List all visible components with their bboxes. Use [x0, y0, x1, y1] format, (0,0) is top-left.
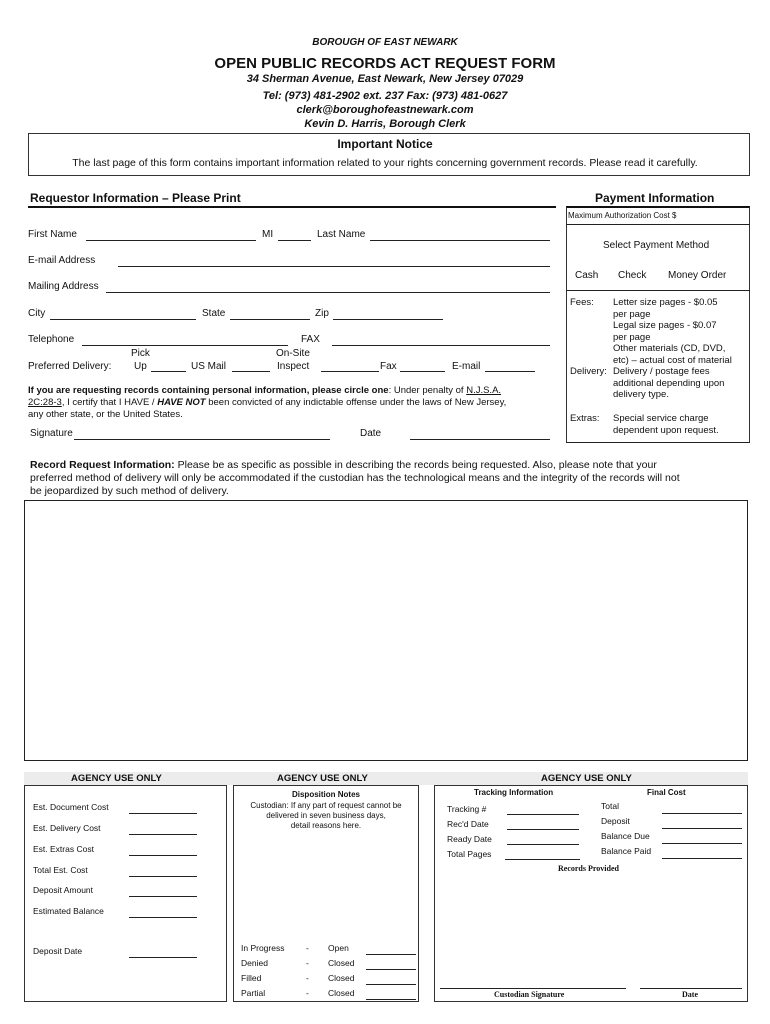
- max-auth-divider: [566, 224, 750, 225]
- status-value: Open: [328, 943, 349, 953]
- final-cost-heading: Final Cost: [647, 788, 686, 797]
- city-label: City: [28, 308, 46, 319]
- borough-email: clerk@boroughofeastnewark.com: [296, 104, 474, 116]
- pickup-label: Up: [134, 361, 147, 372]
- status-field[interactable]: [366, 984, 416, 985]
- records-provided-label: Records Provided: [558, 864, 619, 873]
- extras-line-1: Special service charge: [613, 413, 709, 424]
- payment-bottom-border: [566, 442, 750, 443]
- cash-option[interactable]: Cash: [575, 270, 599, 281]
- telephone-field[interactable]: [82, 345, 288, 346]
- agency-cost-label: Est. Delivery Cost: [33, 823, 101, 833]
- record-request-textarea[interactable]: [24, 500, 748, 761]
- check-option[interactable]: Check: [618, 270, 647, 281]
- custodian-date-field[interactable]: [640, 988, 742, 989]
- state-label: State: [202, 308, 226, 319]
- last-name-field[interactable]: [370, 240, 550, 241]
- state-field[interactable]: [230, 319, 310, 320]
- custodian-signature-field[interactable]: [440, 988, 626, 989]
- delivery-line-3: delivery type.: [613, 389, 669, 400]
- agency-cost-label: Est. Extras Cost: [33, 844, 94, 854]
- zip-field[interactable]: [333, 319, 443, 320]
- final-cost-label: Deposit: [601, 816, 630, 826]
- fees-line-3: Legal size pages - $0.07: [613, 320, 717, 331]
- status-value: Closed: [328, 973, 355, 983]
- total-pages-divider: [505, 859, 580, 860]
- agency-cost-field[interactable]: [129, 855, 197, 856]
- first-name-label: First Name: [28, 229, 77, 240]
- status-dash: -: [306, 973, 309, 983]
- agency-cost-field[interactable]: [129, 876, 197, 877]
- inspect-label: Inspect: [277, 361, 310, 372]
- email-option-label: E-mail: [452, 361, 481, 372]
- mi-field[interactable]: [278, 240, 311, 241]
- onsite-label: On-Site: [276, 348, 310, 359]
- tracking-label: Total Pages: [447, 849, 492, 859]
- final-cost-label: Balance Paid: [601, 846, 652, 856]
- personal-info-text-2: , I certify that I HAVE /: [61, 397, 158, 408]
- last-name-label: Last Name: [317, 229, 366, 240]
- payment-method-label: Select Payment Method: [603, 240, 710, 251]
- email-field[interactable]: [118, 266, 550, 267]
- borough-phone: Tel: (973) 481-2902 ext. 237 Fax: (973) 481-0627: [262, 90, 508, 102]
- payment-heading-rule: [566, 206, 750, 208]
- fax-option-field[interactable]: [400, 371, 445, 372]
- disposition-heading: Disposition Notes: [291, 790, 360, 799]
- tracking-field[interactable]: [507, 829, 579, 830]
- mailing-label: Mailing Address: [28, 281, 99, 292]
- disposition-line-3: detail reasons here.: [290, 821, 362, 830]
- status-dash: -: [306, 943, 309, 953]
- status-label: Partial: [241, 988, 266, 998]
- email-option-field[interactable]: [485, 371, 535, 372]
- fax-label: FAX: [301, 334, 320, 345]
- status-field[interactable]: [366, 954, 416, 955]
- signature-label: Signature: [30, 428, 73, 439]
- final-cost-field[interactable]: [662, 858, 742, 859]
- tracking-field[interactable]: [507, 844, 579, 845]
- date-field[interactable]: [410, 439, 550, 440]
- payment-method-divider: [566, 290, 750, 291]
- requestor-heading: Requestor Information – Please Print: [30, 191, 241, 205]
- final-cost-field[interactable]: [662, 843, 742, 844]
- fax-option-label: Fax: [380, 361, 397, 372]
- personal-info-text-3: been convicted of any indictable offense under the laws of New Jersey,: [205, 397, 507, 408]
- agency-cost-label: Deposit Amount: [33, 885, 94, 895]
- tracking-field[interactable]: [507, 814, 579, 815]
- fees-line-5: Other materials (CD, DVD,: [613, 343, 726, 354]
- record-request-heading: Record Request Information:: [30, 459, 175, 471]
- agency-cost-label: Total Est. Cost: [33, 865, 88, 875]
- status-label: Denied: [241, 958, 268, 968]
- payment-right-border: [749, 207, 750, 443]
- extras-text: [613, 413, 719, 437]
- agency-cost-label: Deposit Date: [33, 946, 83, 956]
- status-label: Filled: [241, 973, 262, 983]
- money-order-option[interactable]: Money Order: [668, 270, 727, 281]
- tracking-heading: Tracking Information: [474, 788, 554, 797]
- final-cost-field[interactable]: [662, 813, 742, 814]
- record-request-line-2: preferred method of delivery will only be accommodated if the custodian has the technological means and the integrity of the records will not: [30, 472, 680, 484]
- borough-clerk: Kevin D. Harris, Borough Clerk: [304, 118, 466, 130]
- status-dash: -: [306, 988, 309, 998]
- borough-address: 34 Sherman Avenue, East Newark, New Jersey 07029: [246, 73, 524, 85]
- personal-info-text-1: : Under penalty of: [388, 385, 467, 396]
- requestor-heading-rule: [28, 206, 556, 208]
- inspect-field[interactable]: [321, 371, 379, 372]
- form-title: OPEN PUBLIC RECORDS ACT REQUEST FORM: [214, 55, 556, 72]
- status-label: In Progress: [241, 943, 285, 953]
- borough-name: BOROUGH OF EAST NEWARK: [312, 37, 458, 48]
- agency-heading-1: AGENCY USE ONLY: [71, 773, 162, 784]
- agency-cost-label: Estimated Balance: [33, 906, 104, 916]
- signature-field[interactable]: [74, 439, 330, 440]
- fax-field[interactable]: [332, 345, 550, 346]
- tracking-box: [434, 785, 748, 1002]
- date-label: Date: [360, 428, 382, 439]
- agency-cost-field[interactable]: [129, 917, 197, 918]
- record-request-line-1: Please be as specific as possible in describing the records being requested. Also, please note that your: [174, 459, 657, 471]
- custodian-date-label: Date: [682, 990, 698, 999]
- us-mail-label: US Mail: [191, 361, 227, 372]
- pick-label: Pick: [131, 348, 150, 359]
- delivery-line-1: Delivery / postage fees: [613, 366, 710, 377]
- payment-heading: Payment Information: [595, 191, 715, 205]
- personal-info-certification: [28, 385, 548, 421]
- mailing-field[interactable]: [106, 292, 550, 293]
- njsa-text: N.J.S.A.: [466, 385, 502, 396]
- agency-cost-field[interactable]: [129, 813, 197, 814]
- custodian-signature-label: Custodian Signature: [494, 990, 565, 999]
- telephone-label: Telephone: [28, 334, 75, 345]
- email-label: E-mail Address: [28, 255, 96, 266]
- agency-cost-field[interactable]: [129, 896, 197, 897]
- agency-cost-field[interactable]: [129, 957, 197, 958]
- final-cost-label: Balance Due: [601, 831, 650, 841]
- delivery-line-2: additional depending upon: [613, 377, 725, 389]
- fees-line-1: Letter size pages - $0.05: [613, 297, 718, 308]
- fees-text: [613, 297, 732, 401]
- agency-cost-field[interactable]: [129, 834, 197, 835]
- tracking-label: Rec'd Date: [447, 819, 489, 829]
- fees-label: Fees:: [570, 297, 594, 308]
- status-field[interactable]: [366, 999, 416, 1000]
- pickup-field[interactable]: [151, 371, 186, 372]
- zip-label: Zip: [315, 308, 329, 319]
- record-request-line-3: be jeopardized by such method of delivery.: [30, 485, 229, 497]
- agency-heading-3: AGENCY USE ONLY: [541, 773, 632, 784]
- first-name-field[interactable]: [86, 240, 256, 241]
- agency-heading-2: AGENCY USE ONLY: [277, 773, 368, 784]
- notice-text: The last page of this form contains important information related to your rights concerning government records. Please read it carefully.: [72, 157, 698, 169]
- agency-cost-label: Est. Document Cost: [33, 802, 109, 812]
- statute-text: 2C:28-3: [28, 397, 62, 408]
- notice-heading: Important Notice: [337, 137, 433, 151]
- record-request-instructions: [30, 459, 745, 498]
- payment-left-border: [566, 207, 567, 443]
- mi-label: MI: [262, 229, 274, 240]
- preferred-delivery-label: Preferred Delivery:: [28, 361, 112, 372]
- status-field[interactable]: [366, 969, 416, 970]
- fees-line-2: per page: [613, 308, 651, 320]
- disposition-instructions: [233, 801, 419, 831]
- tracking-label: Tracking #: [447, 804, 487, 814]
- personal-info-text-4: any other state, or the United States.: [28, 409, 183, 420]
- final-cost-label: Total: [601, 801, 619, 811]
- fees-line-4: per page: [613, 331, 651, 343]
- extras-line-2: dependent upon request.: [613, 425, 719, 436]
- disposition-line-2: delivered in seven business days,: [266, 811, 386, 820]
- disposition-line-1: Custodian: If any part of request cannot be: [250, 801, 402, 810]
- max-auth-label: Maximum Authorization Cost $: [568, 211, 677, 220]
- status-value: Closed: [328, 958, 355, 968]
- final-cost-field[interactable]: [662, 828, 742, 829]
- status-value: Closed: [328, 988, 355, 998]
- status-dash: -: [306, 958, 309, 968]
- city-field[interactable]: [50, 319, 196, 320]
- fees-line-6: etc) – actual cost of material: [613, 354, 732, 366]
- us-mail-field[interactable]: [232, 371, 270, 372]
- tracking-label: Ready Date: [447, 834, 492, 844]
- personal-info-bold: If you are requesting records containing personal information, please circle one: [28, 385, 389, 396]
- delivery-label: Delivery:: [570, 366, 607, 377]
- have-not-text: HAVE NOT: [157, 397, 206, 408]
- extras-label: Extras:: [570, 413, 600, 424]
